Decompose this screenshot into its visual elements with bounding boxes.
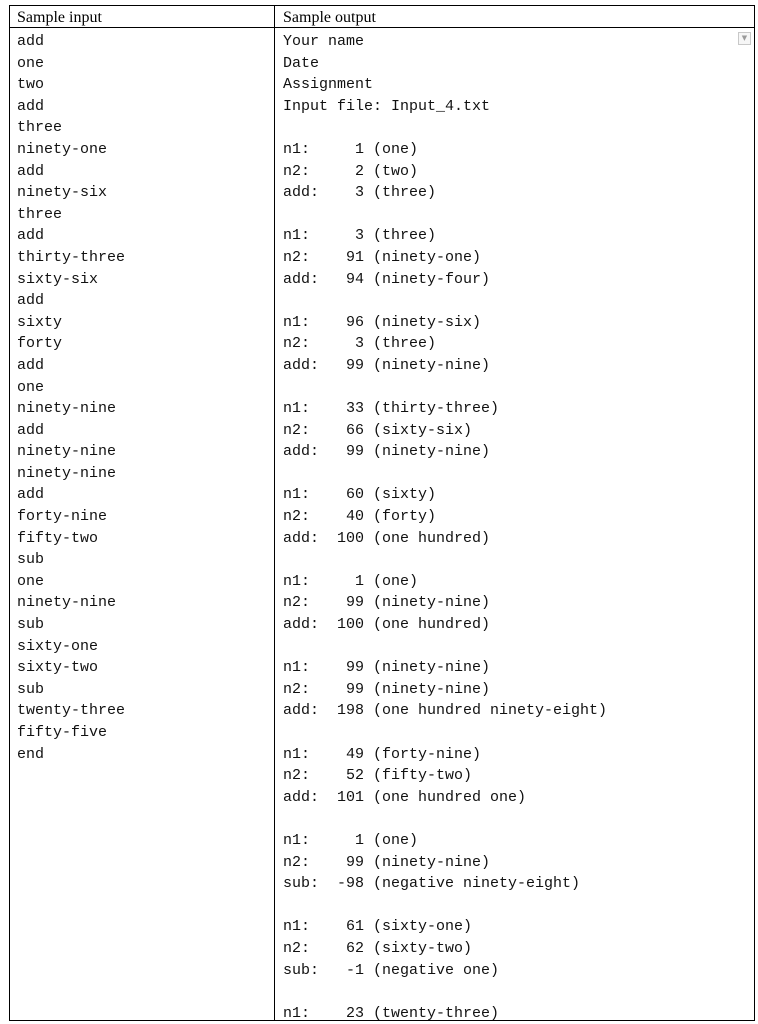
output-line: [283, 377, 723, 399]
input-line: sub: [17, 680, 45, 698]
input-line: forty: [17, 335, 63, 353]
header-divider: [10, 27, 754, 28]
output-line: add: 3 (three): [283, 184, 437, 202]
output-line: Input file: Input_4.txt: [283, 97, 491, 115]
output-line: n1: 3 (three): [283, 227, 437, 245]
input-line: one: [17, 378, 45, 396]
input-line: one: [17, 54, 45, 72]
input-line: add: [17, 292, 45, 310]
column-divider: [274, 6, 275, 1020]
output-line: n2: 52 (fifty-two): [283, 767, 473, 785]
output-line: n2: 99 (ninety-nine): [283, 680, 491, 698]
output-line: add: 198 (one hundred ninety-eight): [283, 702, 608, 720]
output-line: [283, 722, 723, 744]
output-line: add: 100 (one hundred): [283, 616, 491, 634]
output-line: [283, 463, 723, 485]
output-line: n1: 1 (one): [283, 572, 419, 590]
output-line: n1: 1 (one): [283, 140, 419, 158]
sample-input-header: Sample input: [17, 9, 102, 26]
input-line: fifty-two: [17, 529, 99, 547]
input-line: ninety-nine: [17, 443, 117, 461]
input-line: add: [17, 421, 45, 439]
output-line: [283, 895, 723, 917]
input-line: sixty-one: [17, 637, 99, 655]
output-line: add: 101 (one hundred one): [283, 788, 527, 806]
input-line: forty-nine: [17, 508, 108, 526]
output-line: n2: 2 (two): [283, 162, 419, 180]
input-line: add: [17, 227, 45, 245]
output-line: [283, 981, 723, 1003]
output-line: sub: -1 (negative one): [283, 961, 500, 979]
output-line: n1: 49 (forty-nine): [283, 745, 482, 763]
output-line: n2: 40 (forty): [283, 508, 437, 526]
output-line: [283, 808, 723, 830]
output-line: add: 99 (ninety-nine): [283, 356, 491, 374]
output-line: n1: 96 (ninety-six): [283, 313, 482, 331]
input-line: add: [17, 356, 45, 374]
output-line: Your name: [283, 33, 365, 50]
sample-output-column: [283, 31, 723, 1024]
input-line: sub: [17, 616, 45, 634]
output-line: [283, 117, 723, 139]
input-line: two: [17, 76, 45, 94]
input-line: sixty-two: [17, 659, 99, 677]
output-line: add: 99 (ninety-nine): [283, 443, 491, 461]
dropdown-arrow-icon[interactable]: ▼: [738, 32, 751, 45]
output-line: n2: 91 (ninety-one): [283, 248, 482, 266]
output-line: n1: 33 (thirty-three): [283, 400, 500, 418]
output-line: n2: 99 (ninety-nine): [283, 853, 491, 871]
input-line: sixty: [17, 313, 63, 331]
sample-output-header: Sample output: [283, 9, 376, 26]
output-line: Assignment: [283, 76, 374, 94]
input-line: end: [17, 745, 45, 763]
input-line: add: [17, 33, 45, 50]
input-line: three: [17, 205, 63, 223]
output-line: add: 94 (ninety-four): [283, 270, 491, 288]
input-line: three: [17, 119, 63, 137]
input-line: sub: [17, 551, 45, 569]
output-line: [283, 636, 723, 658]
input-line: twenty-three: [17, 702, 126, 720]
sample-input-column: [17, 31, 267, 765]
output-line: n1: 61 (sixty-one): [283, 918, 473, 936]
input-line: add: [17, 162, 45, 180]
output-line: n2: 99 (ninety-nine): [283, 594, 491, 612]
output-line: n1: 23 (twenty-three): [283, 1004, 500, 1022]
output-line: n1: 1 (one): [283, 831, 419, 849]
output-line: [283, 204, 723, 226]
input-line: add: [17, 97, 45, 115]
output-line: add: 100 (one hundred): [283, 529, 491, 547]
output-line: n2: 3 (three): [283, 335, 437, 353]
input-line: thirty-three: [17, 248, 126, 266]
output-line: [283, 290, 723, 312]
output-line: [283, 549, 723, 571]
input-line: ninety-nine: [17, 594, 117, 612]
input-line: one: [17, 572, 45, 590]
input-line: sixty-six: [17, 270, 99, 288]
output-line: sub: -98 (negative ninety-eight): [283, 875, 581, 893]
input-line: fifty-five: [17, 724, 108, 741]
input-line: ninety-six: [17, 184, 108, 202]
output-line: n1: 99 (ninety-nine): [283, 659, 491, 677]
input-line: ninety-nine: [17, 400, 117, 418]
input-line: add: [17, 486, 45, 504]
output-line: n2: 62 (sixty-two): [283, 939, 473, 957]
input-line: ninety-one: [17, 140, 108, 158]
input-line: ninety-nine: [17, 464, 117, 482]
output-line: n1: 60 (sixty): [283, 486, 437, 504]
output-line: Date: [283, 54, 320, 72]
output-line: n2: 66 (sixty-six): [283, 421, 473, 439]
sample-io-table: [9, 5, 755, 1021]
